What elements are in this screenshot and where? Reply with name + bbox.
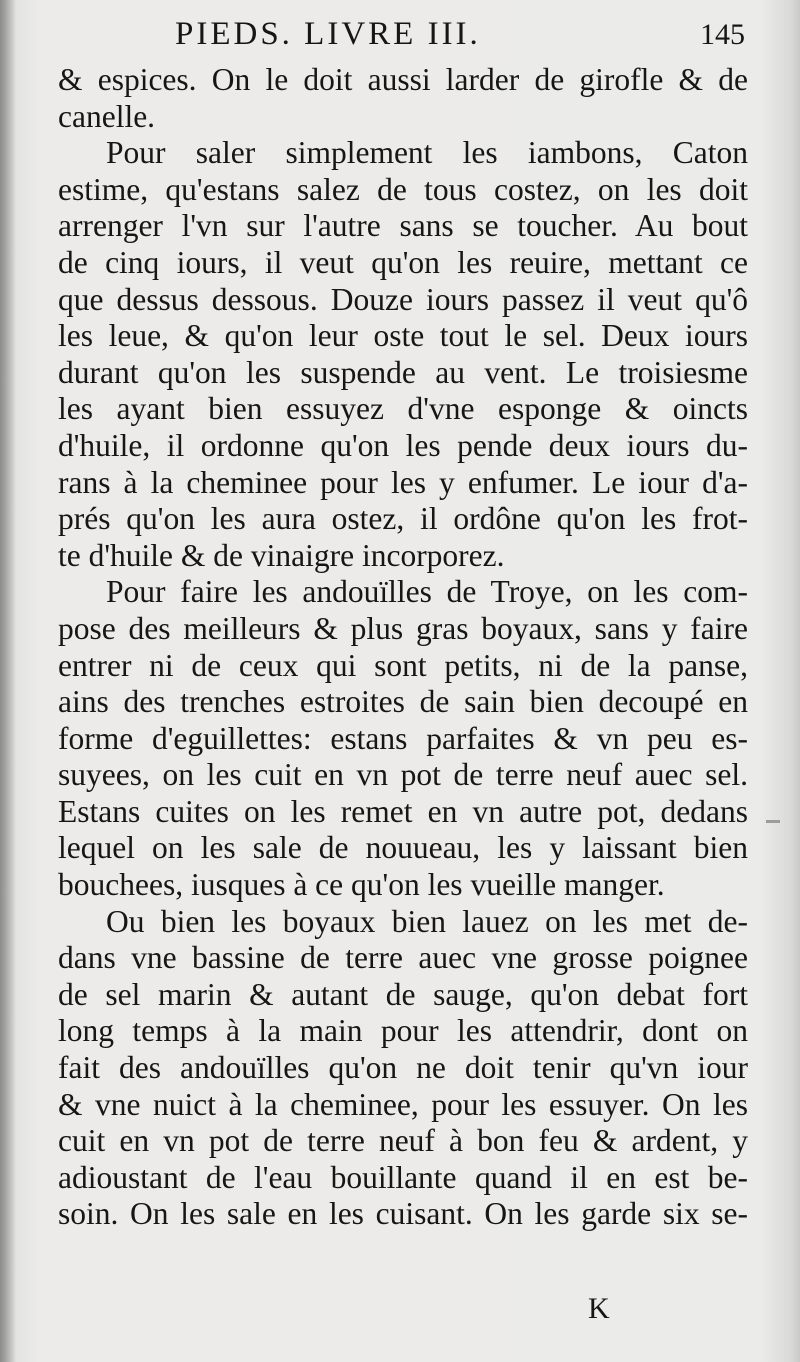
text-line: adioustant de l'eau bouillante quand il en est be- <box>58 1159 748 1195</box>
text-line: estime, qu'estans salez de tous costez, on les doit <box>58 171 748 207</box>
text-line: rans à la cheminee pour les y enfumer. Le iour d'a- <box>58 464 748 500</box>
text-line: ains des trenches estroites de sain bien decoupé en <box>58 684 748 720</box>
text-line: te d'huile & de vinaigre incorporez. <box>58 537 505 573</box>
text-line: canelle. <box>58 98 156 134</box>
text-line: les leue, & qu'on leur oste tout le sel. Deux iours <box>58 318 748 354</box>
page-header <box>60 16 745 60</box>
page-number: 145 <box>700 18 745 51</box>
text-line: suyees, on les cuit en vn pot de terre neuf auec sel. <box>58 757 748 793</box>
text-line: pose des meilleurs & plus gras boyaux, sans y faire <box>58 610 748 646</box>
text-line: d'huile, il ordonne qu'on les pende deux iours du- <box>58 427 748 463</box>
text-line: durant qu'on les suspende au vent. Le troisiesme <box>58 354 748 390</box>
text-line: fait des andouïlles qu'on ne doit tenir qu'vn iour <box>58 1050 748 1086</box>
signature-mark: K <box>588 1292 610 1325</box>
text-line: Estans cuites on les remet en vn autre pot, dedans <box>58 793 748 829</box>
text-line: arrenger l'vn sur l'autre sans se toucher. Au bout <box>58 208 748 244</box>
text-line: lequel on les sale de nouueau, les y laissant bien <box>58 830 748 866</box>
text-line: Pour faire les andouïlles de Troye, on les com- <box>106 574 748 610</box>
text-line: & espices. On le doit aussi larder de girofle & de <box>58 62 748 97</box>
text-line: soin. On les sale en les cuisant. On les garde six se- <box>58 1196 748 1232</box>
body-text <box>58 62 748 1233</box>
paper-speck <box>766 820 780 823</box>
text-line: de sel marin & autant de sauge, qu'on debat fort <box>58 976 748 1012</box>
text-line: & vne nuict à la cheminee, pour les essuyer. On les <box>58 1086 748 1122</box>
spine-shadow <box>0 0 16 1362</box>
text-line: Ou bien les boyaux bien lauez on les met de- <box>106 903 748 939</box>
text-line: bouchees, iusques à ce qu'on les vueille manger. <box>58 867 665 903</box>
text-line: dans vne bassine de terre auec vne grosse poignee <box>58 940 748 976</box>
text-line: long temps à la main pour les attendrir, dont on <box>58 1013 748 1049</box>
text-line: que dessus dessous. Douze iours passez il veut qu'ô <box>58 281 748 317</box>
text-line: les ayant bien essuyez d'vne esponge & oincts <box>58 391 748 427</box>
text-line: entrer ni de ceux qui sont petits, ni de la panse, <box>58 647 748 683</box>
text-line: prés qu'on les aura ostez, il ordône qu'on les frot- <box>58 501 748 537</box>
text-line: Pour saler simplement les iambons, Caton <box>106 135 748 171</box>
text-line: forme d'eguillettes: estans parfaites & vn peu es- <box>58 720 748 756</box>
running-title: PIEDS. LIVRE III. <box>175 16 481 52</box>
text-line: cuit en vn pot de terre neuf à bon feu & ardent, y <box>58 1123 748 1159</box>
text-line: de cinq iours, il veut qu'on les reuire, mettant ce <box>58 244 748 280</box>
